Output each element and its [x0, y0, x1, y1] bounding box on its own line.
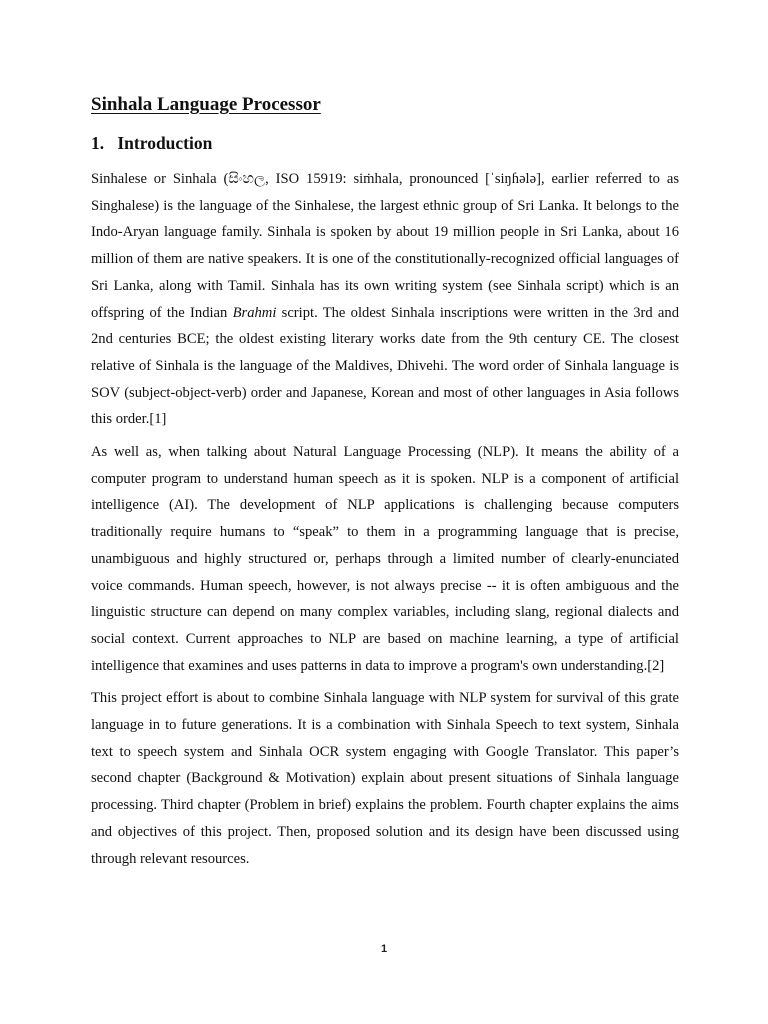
section-heading — [91, 131, 679, 155]
intro-paragraph — [91, 166, 679, 433]
brahmi-italic: Brahmi — [232, 304, 277, 321]
project-paragraph: This project effort is about to combine Sinhala language with NLP system for survival of this grate language in to future generations. It is a combination with Sinhala Speech to text system, Sinhala text to speech system and Sinhala OCR system engaging with Google Translator. This paper’s second chapter (Background & Motivation) explain about present situations of Sinhala language processing. Third chapter (Problem in brief) explains the problem. Fourth chapter explains the aims and objectives of this project. Then, proposed solution and its design have been discussed using through relevant resources. — [91, 690, 679, 867]
intro-text-part-1: Sinhalese or Sinhala (සිංහල, ISO 15919: siṁhala, pronounced [ˈsiŋɦələ], earlier referred to as Singhalese) is the language of the Sinhalese, the largest ethnic group of Sri Lanka. It belongs to the Indo-Aryan language family. Sinhala is spoken by about 19 million people in Sri Lanka, about 16 million of them are native speakers. It is one of the constitutionally-recognized official languages of Sri Lanka, along with Tamil. Sinhala has its own writing system (see Sinhala script) which is an offspring of the Indian — [91, 171, 679, 321]
document-title: Sinhala Language Processor — [91, 94, 321, 115]
document-page — [91, 92, 679, 872]
nlp-paragraph: As well as, when talking about Natural Language Processing (NLP). It means the ability of a computer program to understand human speech as it is spoken. NLP is a component of artificial intelligence (AI). The development of NLP applications is challenging because computers traditionally require humans to “speak” to them in a programming language that is precise, unambiguous and highly structured or, perhaps through a limited number of clearly-enunciated voice commands. Human speech, however, is not always precise -- it is often ambiguous and the linguistic structure can depend on many complex variables, including slang, regional dialects and social context. Current approaches to NLP are based on machine learning, a type of artificial intelligence that examines and uses patterns in data to improve a program's own understanding.[2] — [91, 444, 679, 674]
section-number: 1. — [91, 133, 105, 153]
intro-text-part-2: script. The oldest Sinhala inscriptions were written in the 3rd and 2nd centuries BCE; the oldest existing literary works date from the 9th century CE. The closest relative of Sinhala is the language of the Maldives, Dhivehi. The word order of Sinhala language is SOV (subject-object-verb) order and Japanese, Korean and most of other languages in Asia follows this order.[1] — [91, 304, 679, 428]
section-heading-text: Introduction — [117, 133, 213, 153]
page-number: 1 — [380, 943, 388, 955]
